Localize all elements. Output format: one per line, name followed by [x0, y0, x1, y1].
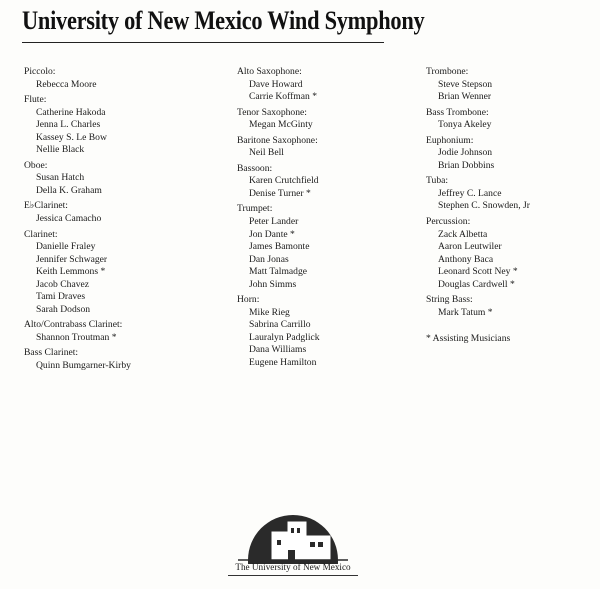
instrument-heading: String Bass:: [426, 294, 473, 306]
instrument-heading: Tenor Saxophone:: [237, 106, 307, 118]
musician-name: Quinn Bumgarner-Kirby: [36, 360, 131, 372]
musician-name: Douglas Cardwell *: [438, 278, 515, 290]
instrument-section: [237, 107, 417, 132]
instrument-heading: Trumpet:: [237, 203, 273, 215]
instrument-heading: Tuba:: [426, 175, 449, 187]
musician-name: Jodie Johnson: [438, 147, 493, 159]
musician-name: Jon Dante *: [249, 228, 295, 240]
musician-name: Lauralyn Padglick: [249, 331, 320, 343]
musician-name: Kassey S. Le Bow: [36, 131, 107, 143]
musician-name: Zack Albetta: [438, 228, 488, 240]
instrument-section: [24, 319, 224, 344]
instrument-heading: Horn:: [237, 294, 260, 306]
musician-name: Anthony Baca: [438, 253, 494, 265]
instrument-heading: Oboe:: [24, 159, 48, 171]
musician-name: Sabrina Carrillo: [249, 319, 311, 331]
musician-name: Mark Tatum *: [438, 306, 493, 318]
instrument-heading: Alto Saxophone:: [237, 66, 302, 77]
instrument-heading: Euphonium:: [426, 134, 474, 146]
instrument-heading: Piccolo:: [24, 66, 56, 77]
instrument-section: [426, 175, 596, 213]
instrument-heading: Flute:: [24, 94, 47, 106]
musician-name: Jenna L. Charles: [36, 119, 101, 131]
musician-name: Susan Hatch: [36, 172, 85, 184]
musician-name: Dan Jonas: [249, 253, 289, 265]
instrument-section: [237, 163, 417, 201]
instrument-heading: Bassoon:: [237, 162, 273, 174]
musician-name: Catherine Hakoda: [36, 106, 106, 118]
musician-name: Karen Crutchfield: [249, 175, 319, 187]
musician-name: Keith Lemmons *: [36, 266, 106, 278]
musician-name: Rebecca Moore: [36, 78, 97, 90]
instrument-heading: Clarinet:: [24, 228, 58, 240]
musician-name: Dave Howard: [249, 78, 303, 90]
instrument-section: [426, 135, 596, 173]
musician-name: Jessica Camacho: [36, 213, 102, 225]
musician-name: Neil Bell: [249, 147, 284, 159]
instrument-section: [237, 135, 417, 160]
musician-name: Tonya Akeley: [438, 119, 492, 131]
caption-underline: [228, 575, 358, 576]
page-title: University of New Mexico Wind Symphony: [22, 6, 425, 35]
instrument-section: [24, 160, 224, 198]
musician-name: Steve Stepson: [438, 78, 493, 90]
instrument-heading: Trombone:: [426, 66, 469, 77]
musician-name: Brian Wenner: [438, 91, 492, 103]
musician-name: Jennifer Schwager: [36, 253, 108, 265]
assisting-musicians-footnote: * Assisting Musicians: [426, 333, 511, 345]
instrument-section: [237, 203, 417, 291]
instrument-heading: Baritone Saxophone:: [237, 134, 318, 146]
instrument-section: [24, 347, 224, 372]
musician-name: Megan McGinty: [249, 119, 313, 131]
musician-name: Carrie Koffman *: [249, 91, 318, 103]
musician-name: Stephen C. Snowden, Jr: [438, 200, 530, 212]
instrument-section: [24, 200, 224, 225]
musician-name: Matt Talmadge: [249, 266, 308, 278]
musician-name: James Bamonte: [249, 241, 310, 253]
musician-name: Aaron Leutwiler: [438, 241, 502, 253]
musician-name: Sarah Dodson: [36, 303, 91, 315]
musician-name: Peter Lander: [249, 216, 299, 228]
musician-name: Nellie Black: [36, 144, 85, 156]
instrument-section: [426, 294, 596, 319]
roster-column-3: [426, 66, 596, 346]
instrument-heading: Alto/Contrabass Clarinet:: [24, 319, 123, 331]
musician-name: Jacob Chavez: [36, 278, 90, 290]
instrument-section: [24, 94, 224, 157]
instrument-section: [426, 216, 596, 291]
instrument-section: [426, 107, 596, 132]
instrument-heading: Bass Clarinet:: [24, 347, 79, 359]
instrument-heading: E♭Clarinet:: [24, 200, 68, 212]
title-underline: [22, 42, 384, 43]
musician-name: Mike Rieg: [249, 306, 290, 318]
instrument-section: [237, 66, 417, 104]
musician-name: Danielle Fraley: [36, 241, 96, 253]
university-name-caption: The University of New Mexico: [235, 562, 351, 572]
instrument-heading: Bass Trombone:: [426, 106, 489, 118]
musician-name: Leonard Scott Ney *: [438, 266, 518, 278]
musician-name: Denise Turner *: [249, 187, 311, 199]
musician-name: Eugene Hamilton: [249, 357, 317, 369]
musician-name: Jeffrey C. Lance: [438, 187, 502, 199]
musician-name: John Simms: [249, 278, 297, 290]
instrument-section: [237, 294, 417, 369]
instrument-section: [426, 66, 596, 104]
musician-name: Della K. Graham: [36, 184, 102, 196]
instrument-section: [24, 66, 224, 91]
roster-column-1: [24, 66, 224, 376]
instrument-heading: Percussion:: [426, 216, 471, 228]
musician-name: Shannon Troutman *: [36, 331, 117, 343]
musician-name: Tami Draves: [36, 291, 86, 303]
musician-name: Dana Williams: [249, 344, 307, 356]
roster-column-2: [237, 66, 417, 373]
instrument-section: [24, 229, 224, 317]
musician-name: Brian Dobbins: [438, 159, 495, 171]
